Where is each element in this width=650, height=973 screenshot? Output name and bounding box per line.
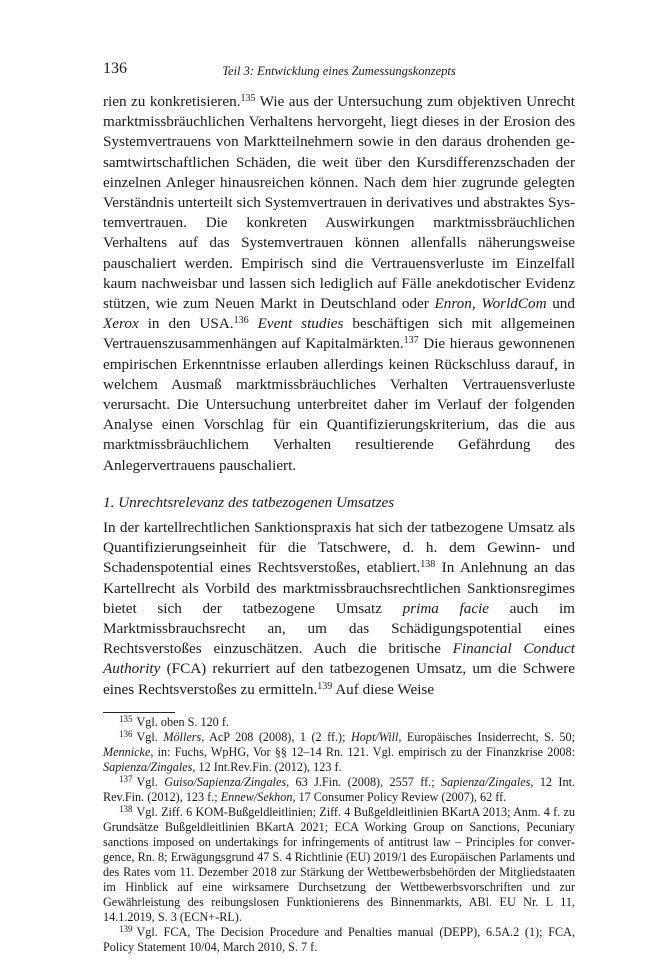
author-name: Sapienza/Zingales: [441, 774, 531, 789]
author-name: Mennicke: [103, 744, 151, 759]
footnote-ref-135[interactable]: 135: [240, 93, 256, 104]
text-run: rien zu konkretisieren.: [103, 93, 241, 110]
footnote-139: [103, 925, 575, 955]
footnote-ref-136[interactable]: 136: [233, 315, 249, 327]
footnote-number: 139: [119, 923, 133, 934]
footnote-text: Vgl. FCA, The Decision Procedure and Penalties manual (DEPP), 6.5A.2 (1); FCA, Policy Statement 10/04, March 2010, S. 7 f.: [103, 924, 575, 954]
footnote-ref-138[interactable]: 138: [420, 559, 436, 571]
footnote-text: Vgl. oben S. 120 f.: [136, 714, 229, 729]
text-run: [249, 315, 258, 332]
text-run: und: [546, 295, 575, 313]
paragraph-2: [103, 518, 575, 700]
footnote-ref-139[interactable]: 139: [317, 680, 333, 692]
text-run: ,: [471, 295, 482, 313]
footnote-text: , Europäisches Insiderrecht, S. 50;: [398, 729, 575, 744]
author-name: Sapienza/Zingales: [103, 759, 193, 774]
footnote-135: [103, 715, 575, 730]
term-prima-facie: prima facie: [402, 599, 490, 617]
footnote-number: 136: [119, 728, 133, 739]
page-number: 136: [103, 60, 127, 77]
company-enron: Enron: [434, 295, 472, 313]
text-run: In Anlehnung an das Kartellrecht als Vorbild des marktmissbrauchsrechtlichen Sanktionsregimes bietet sich der tatbezogene Umsatz: [103, 559, 575, 617]
author-name: Möllers: [163, 729, 202, 744]
text-run: (FCA) rekurriert auf den tatbezogenen Umsatz, um die Schwere eines Rechtsverstoßes zu ermitteln.: [103, 660, 575, 698]
footnote-number: 137: [119, 773, 133, 784]
text-run: In der kartellrechtlichen Sanktionspraxis hat sich der tatbezogene Umsatz als Quantifizierungseinheit für die Tatschwere, d. h. dem Gewinn- und Schadenspotential eines Rechtsverstoßes, etabliert.: [103, 519, 575, 577]
footnote-number: 135: [119, 713, 133, 724]
running-title: Teil 3: Entwicklung eines Zumessungskonzepts: [222, 64, 456, 78]
footnote-text: Vgl.: [136, 729, 164, 744]
text-run: Auf diese Weise: [332, 680, 435, 698]
author-name: Guiso/Sapienza/Zingales: [164, 774, 287, 789]
footnote-ref-137[interactable]: 137: [403, 335, 419, 347]
footnote-138: [103, 805, 575, 925]
page-header: [103, 58, 575, 82]
footnote-text: , AcP 208 (2008), 1 (2 ff.);: [201, 729, 351, 744]
term-event-studies: Event studies: [257, 315, 344, 333]
footnote-text: Vgl. Ziff. 6 KOM-Bußgeldleitlinien; Ziff. 4 Bußgeldleitlinien BKartA 2013; Anm. 4 f. zu Grundsätze Bußgeldleitlinien BKartA 2021; ECA Working Group on Sanctions, Pecuniary sanctions imposed on undertakings for infringements of antitrust law – Principles for convergence, Rn. 8; Erwägungsgrund 47 S. 4 Richtlinie (EU) 2019/1 des Europäischen Parlaments und des Rates vom 11. Dezember 2018 zur Stärkung der Wettbewerbsbehörden der Mitgliedstaaten im Hinblick auf eine wirksamere Durchsetzung der Wettbewerbsvorschriften und zur Gewährleistung des reibungslosen Funktionierens des Binnenmarkts, ABl. EU Nr. L 11, 14.1.2019, S. 3 (ECN+-RL).: [103, 804, 575, 924]
text-run: in den USA.: [138, 315, 234, 333]
section-heading: 1. Unrechtsrelevanz des tatbezogenen Umsatzes: [103, 493, 395, 511]
footnote-text: Vgl.: [136, 774, 165, 789]
footnote-text: , 63 J.Fin. (2008), 2557 ff.;: [286, 774, 442, 789]
company-xerox: Xerox: [103, 315, 139, 333]
body-text: [103, 92, 575, 700]
book-page: [103, 58, 575, 955]
text-run: beschäftigen sich mit allgemeinen Vertrauenszusammenhängen auf Kapitalmärkten.: [103, 315, 576, 353]
footnote-text: , 12 Int. Rev.Fin. (2012), 123 f.;: [103, 774, 576, 804]
footnotes: [103, 715, 575, 955]
footnote-text: , 17 Consumer Policy Review (2007), 62 ff.: [292, 789, 507, 804]
footnote-136: [103, 730, 575, 775]
footnote-text: , in: Fuchs, WpHG, Vor §§ 12–14 Rn. 121. Vgl. empirisch zu der Finanzkrise 2008:: [150, 744, 575, 759]
author-name: Hopt/Will: [350, 729, 399, 744]
company-worldcom: WorldCom: [481, 295, 547, 313]
text-run: auch im Marktmissbrauchsrecht an, um das Schädigungspotential eines Rechtsverstoßes einzuschätzen. Auch die britische: [103, 599, 575, 658]
text-run: Wie aus der Untersuchung zum objektiven Unrecht marktmissbräuchlichen Verhaltens hervorgeht, liegt dieses in der Erosion des Systemvertrauens von Marktteilnehmern sowie in den daraus drohenden gesamtwirtschaftlichen Schäden, die weit über den Kursdifferenzschaden der einzelnen Anleger hinausreichen können. Nach dem hier zugrunde gelegten Verständnis unterteilt sich Systemvertrauen in derivatives und abstraktes Systemvertrauen. Die konkreten Auswirkungen marktmissbräuchlichen Verhaltens auf das Systemvertrauen können allenfalls näherungsweise pauschaliert werden. Empirisch sind die Vertrauensverluste im Einzelfall kaum nachweisbar und lassen sich lediglich auf Fälle anekdotischer Evidenz stützen, wie zum Neuen Markt in Deutschland oder: [103, 93, 575, 313]
footnote-number: 138: [119, 803, 133, 814]
term-fca: Financial Conduct Authority: [103, 640, 575, 678]
paragraph-1: [103, 92, 575, 476]
text-run: Die hieraus gewonnenen empirischen Erkenntnisse erlauben allerdings keinen Rückschluss darauf, in welchem Ausmaß marktmissbräuchliches Verhalten Vertrauensverluste verursacht. Die Untersuchung unterbreitet daher im Verlauf der folgenden Analyse einen Vorschlag für ein Quantifizierungskriterium, das die aus marktmissbräuchlichem Verhalten resultierende Gefährdung des Anlegervertrauens pauschaliert.: [103, 335, 575, 474]
footnote-text: , 12 Int.Rev.Fin. (2012), 123 f.: [192, 759, 342, 774]
footnote-137: [103, 775, 575, 805]
author-name: Ennew/Sekhon: [220, 789, 293, 804]
footnote-divider: [103, 712, 175, 713]
